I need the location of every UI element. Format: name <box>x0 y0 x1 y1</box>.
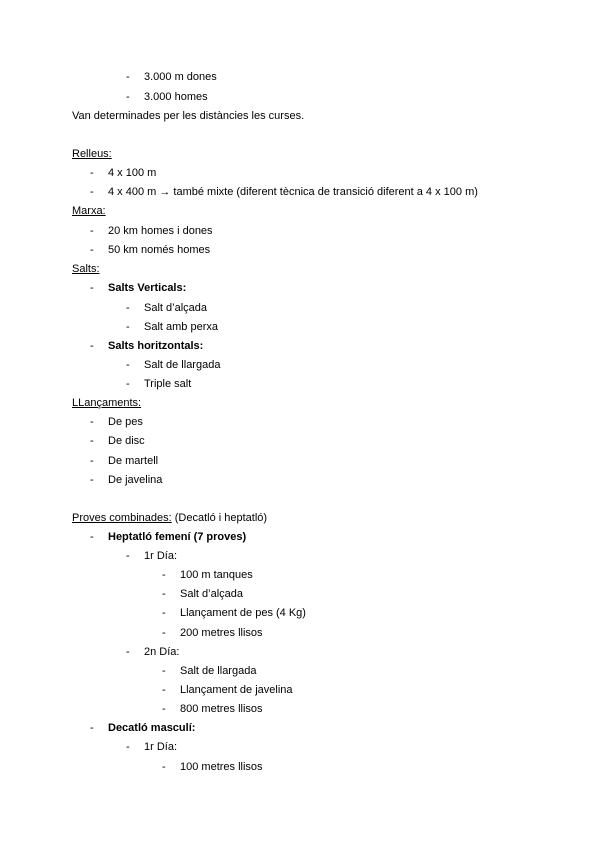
subheading-text: Salts horitzontals: <box>108 340 204 352</box>
heading-text: LLançaments: <box>72 397 142 409</box>
bullet-dash: - <box>126 646 130 658</box>
bullet-dash: - <box>162 684 166 696</box>
item-text: 100 m tanques <box>180 569 253 581</box>
item-text: Salt d’alçada <box>180 588 243 600</box>
subheading-text: Salts Verticals: <box>108 282 187 294</box>
item-text: Llançament de pes (4 Kg) <box>180 607 306 619</box>
item-text: Salt d’alçada <box>144 302 207 314</box>
bullet-dash: - <box>90 282 94 294</box>
bullet-dash: - <box>90 474 94 486</box>
heading-note: (Decatló i heptatló) <box>171 512 268 524</box>
bullet-dash: - <box>162 665 166 677</box>
heading-text-wrap <box>72 509 267 528</box>
item-text: 200 metres llisos <box>180 627 263 639</box>
item-text: Llançament de javelina <box>180 684 293 696</box>
bullet-dash: - <box>90 455 94 467</box>
bullet-dash: - <box>90 435 94 447</box>
item-text: De martell <box>108 455 159 467</box>
heading-text: Proves combinades: <box>72 512 172 524</box>
bullet-dash: - <box>162 569 166 581</box>
item-text: 20 km homes i dones <box>108 225 213 237</box>
item-text: Salt amb perxa <box>144 321 218 333</box>
item-text: 4 x 100 m <box>108 167 157 179</box>
item-text: De javelina <box>108 474 163 486</box>
item-text: Salt de llargada <box>180 665 257 677</box>
bullet-dash: - <box>90 722 94 734</box>
bullet-dash: - <box>126 91 130 103</box>
bullet-dash: - <box>126 741 130 753</box>
bullet-dash: - <box>126 359 130 371</box>
bullet-dash: - <box>90 167 94 179</box>
item-text: 3.000 homes <box>144 91 208 103</box>
bullet-dash: - <box>90 186 94 198</box>
item-text: 3.000 m dones <box>144 71 217 83</box>
day-label: 1r Día: <box>144 550 178 562</box>
day-label: 1r Día: <box>144 741 178 753</box>
day-label: 2n Día: <box>144 646 180 658</box>
item-text: De disc <box>108 435 145 447</box>
bullet-dash: - <box>90 416 94 428</box>
bullet-dash: - <box>162 588 166 600</box>
bullet-dash: - <box>126 378 130 390</box>
bullet-dash: - <box>126 71 130 83</box>
heading-text: Marxa: <box>72 205 106 217</box>
subheading-text: Heptatló femení (7 proves) <box>108 531 247 543</box>
heading-text: Salts: <box>72 263 100 275</box>
bullet-dash: - <box>90 340 94 352</box>
item-text: Salt de llargada <box>144 359 221 371</box>
bullet-dash: - <box>90 531 94 543</box>
bullet-dash: - <box>162 627 166 639</box>
note-text: Van determinades per les distàncies les curses. <box>72 110 305 122</box>
bullet-dash: - <box>162 607 166 619</box>
bullet-dash: - <box>162 703 166 715</box>
heading-text: Relleus: <box>72 148 112 160</box>
item-text: 800 metres llisos <box>180 703 263 715</box>
item-text: 50 km només homes <box>108 244 211 256</box>
item-text: 4 x 400 m → també mixte (diferent tècnica de transició diferent a 4 x 100 m) <box>108 186 478 198</box>
bullet-dash: - <box>126 321 130 333</box>
item-text: Triple salt <box>144 378 192 390</box>
bullet-dash: - <box>90 244 94 256</box>
item-text: De pes <box>108 416 143 428</box>
bullet-dash: - <box>90 225 94 237</box>
item-text: 100 metres llisos <box>180 761 263 773</box>
bullet-dash: - <box>126 302 130 314</box>
bullet-dash: - <box>126 550 130 562</box>
subheading-text: Decatló masculí: <box>108 722 196 734</box>
bullet-dash: - <box>162 761 166 773</box>
